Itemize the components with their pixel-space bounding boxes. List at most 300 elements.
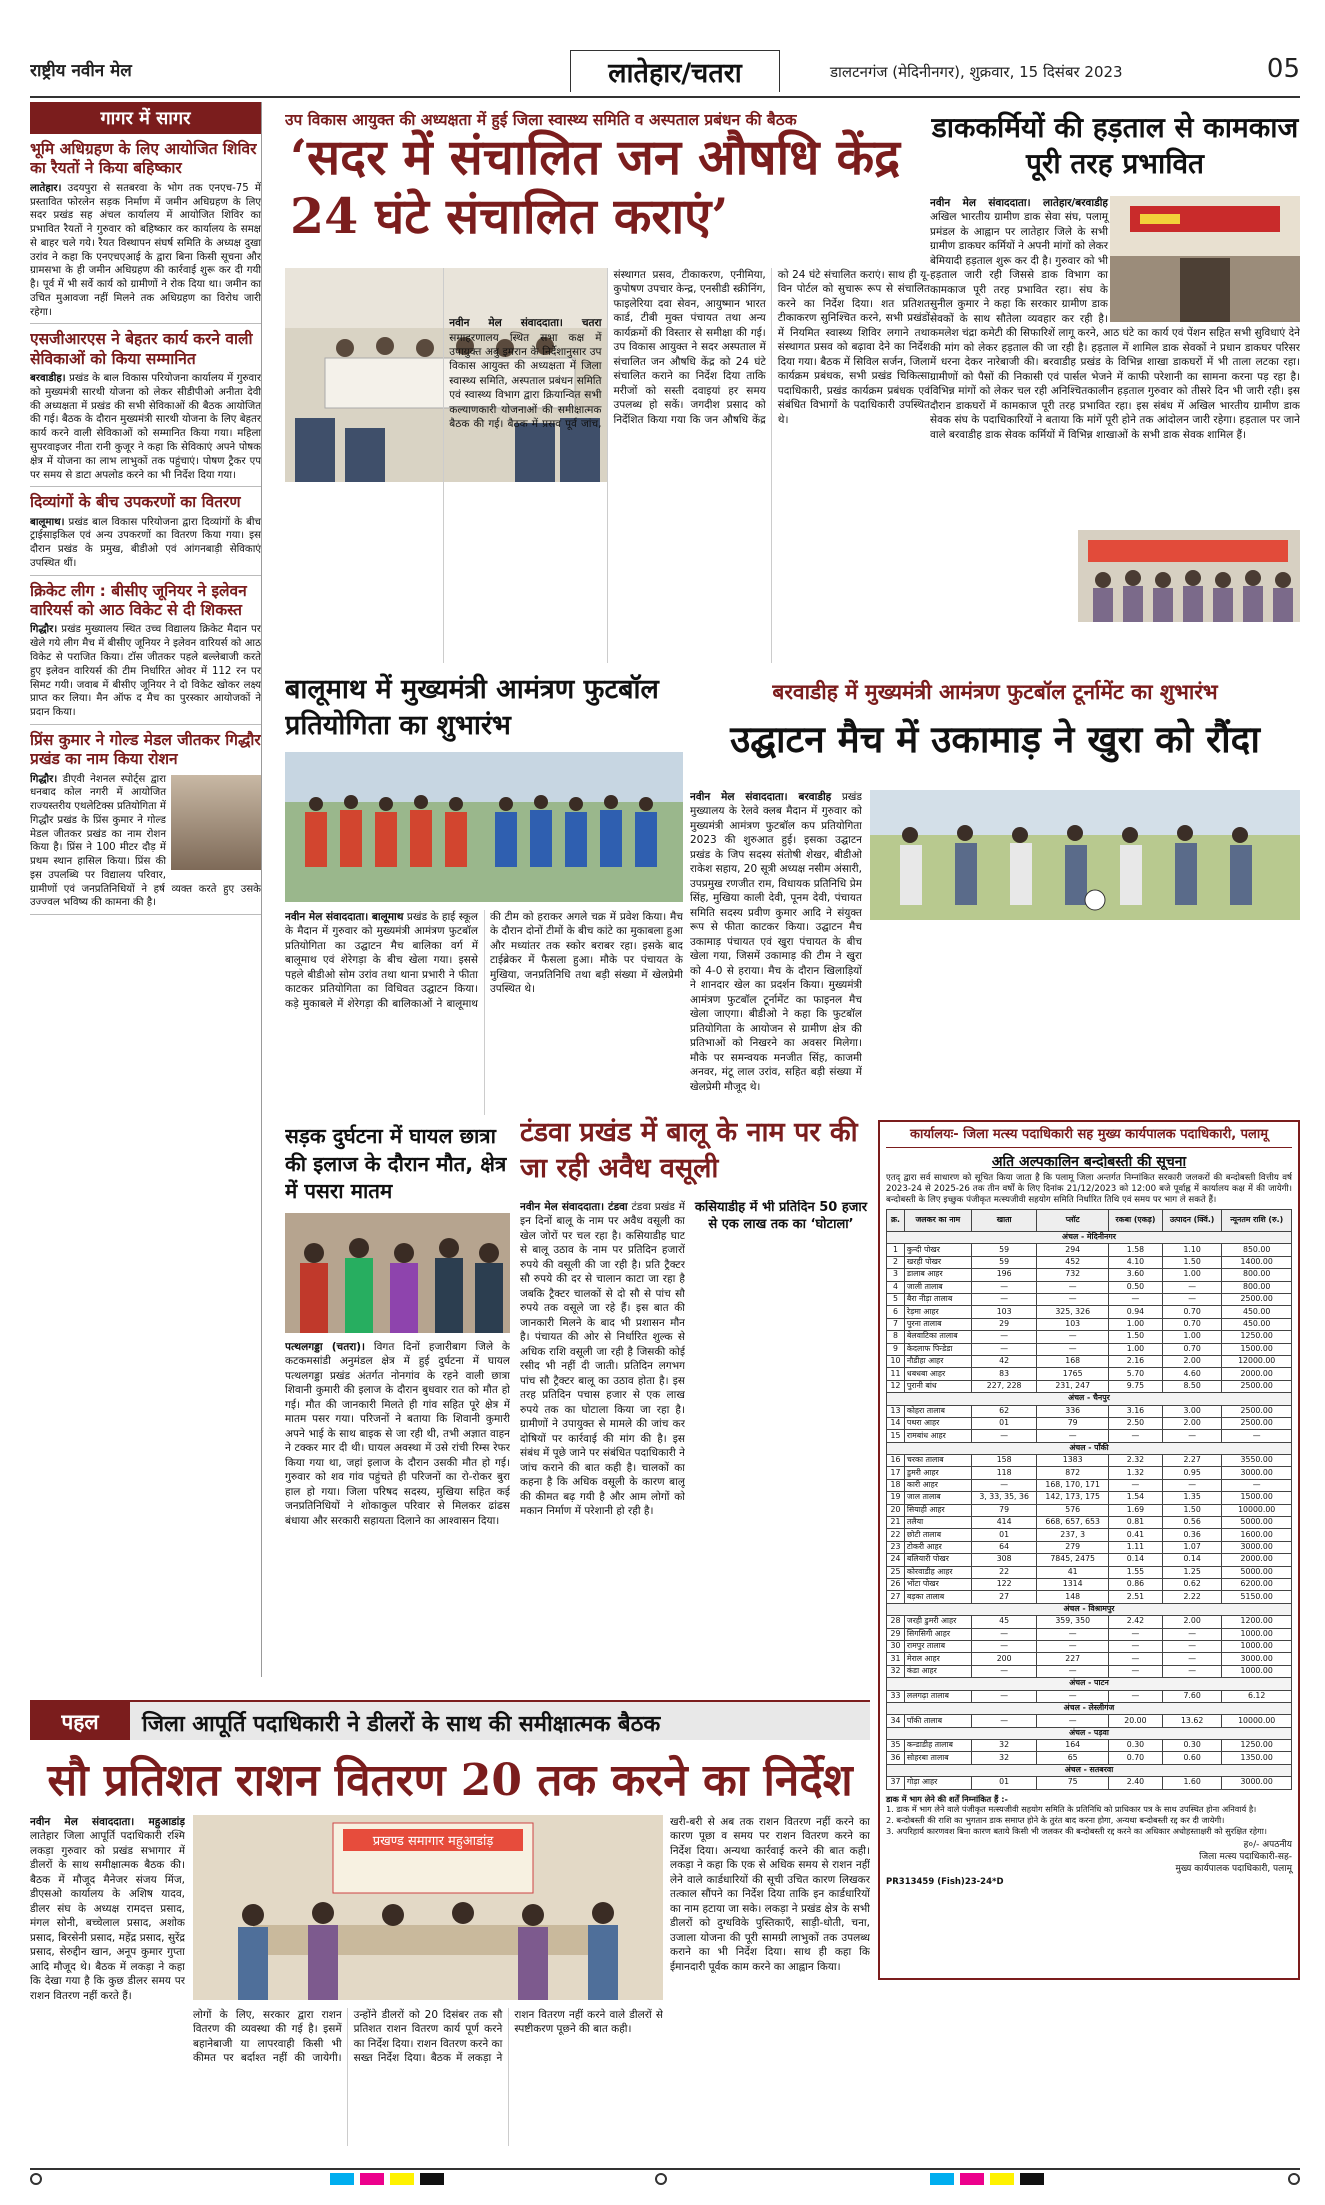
notice-table-cell: 28 [887,1616,905,1628]
notice-table-row [887,1244,1292,1256]
notice-table-cell: 1600.00 [1222,1529,1292,1541]
notice-table-cell: जाल तालाब [904,1492,971,1504]
black-swatch [1020,2173,1044,2185]
notice-table-cell: — [971,1294,1037,1306]
notice-table-cell: कोरवाडीह आहर [904,1566,971,1578]
notice-table-cell: 2.50 [1108,1417,1162,1429]
notice-table-cell: 2500.00 [1222,1417,1292,1429]
notice-table-cell: 0.14 [1108,1554,1162,1566]
notice-table-cell: 2500.00 [1222,1294,1292,1306]
notice-table-cell: 1000.00 [1222,1665,1292,1677]
notice-table-cell: 0.86 [1108,1579,1162,1591]
barwadih-body-col1 [690,790,862,1110]
notice-table-cell: 6200.00 [1222,1579,1292,1591]
notice-table-cell: — [1037,1665,1109,1677]
notice-table-cell: — [1222,1430,1292,1442]
notice-table-cell: 16 [887,1455,905,1467]
notice-table-cell: 2500.00 [1222,1405,1292,1417]
ration-body-col2 [193,2008,663,2146]
notice-table-cell: — [1037,1628,1109,1640]
notice-table-cell: 0.36 [1162,1529,1221,1541]
story-body: टंडवा प्रखंड में इन दिनों बालू के नाम पर अवैध वसूली का खेल जोरों पर चल रहा है। कसियाडीह घाट से बालू उठाव के नाम पर प्रतिदिन हजारों रुपये की वसूली की जा रही है। प्रति ट्रैक्टर सौ रुपये की दर से चालान काटा जा रहा है जबकि ट्रैक्टर चालकों से दो सौ से पांच सौ रुपये तक वसूले जा रहे हैं। इस बात की जानकारी मिलने के बाद भी प्रशासन मौन है। पंचायत की ओर से निर्धारित शुल्क से अधिक राशि वसूली जा रही है जिसकी कोई रसीद भी नहीं दी जाती। प्रतिदिन लगभग पांच सौ ट्रैक्टर बालू का उठाव होता है। इस तरह प्रतिदिन पचास हजार से एक लाख रुपये तक का घोटाला किया जा रहा है। ग्रामीणों ने उपायुक्त से मामले की जांच कर दोषियों पर कार्रवाई की मांग की है। इस संबंध में पूछे जाने पर संबंधित पदाधिकारी ने जांच कराने की बात कही है। चालकों का कहना है कि अधिक वसूली के कारण बालू की कीमत बढ़ गयी है और आम लोगों को मकान निर्माण में परेशानी हो रही है। [520,1201,685,1518]
main-story-headline: ‘सदर में संचालित जन औषधि केंद्र 24 घंटे संचालित कराएं’ [290,128,901,245]
notice-table-cell: — [971,1640,1037,1652]
registration-mark [1288,2173,1300,2185]
brief-item [30,582,261,725]
notice-col-header: क्र. [887,1210,905,1232]
notice-table-cell: 2.16 [1108,1355,1162,1367]
notice-table-cell: 1.25 [1162,1566,1221,1578]
cyan-swatch [330,2173,354,2185]
notice-table-cell: पुरना तालाब [904,1318,971,1330]
notice-table-cell: 142, 173, 175 [1037,1492,1109,1504]
brief-title: दिव्यांगों के बीच उपकरणों का वितरण [30,493,241,512]
notice-section-name: अंचल - पड़वा [887,1727,1292,1739]
brief-body: प्रखंड मुख्यालय स्थित उच्च विद्यालय क्रिकेट मैदान पर खेले गये लीग मैच में बीसीए जूनियर ने इलेवन वारियर्स को आठ विकेट से पराजित किया। टॉस जीतकर पहले बल्लेबाजी करते हुए इलेवन वारियर्स की टीम निर्धारित ओवर में 112 रन पर सिमट गयी। जवाब में बीसीए जूनियर ने दो विकेट खोकर लक्ष्य प्राप्त कर लिया। मैन ऑफ द मैच का पुरस्कार आयोजकों ने प्रदान किया। [30,624,261,719]
notice-table-cell: 196 [971,1269,1037,1281]
notice-table-cell: 800.00 [1222,1269,1292,1281]
notice-table-cell: 0.70 [1162,1318,1221,1330]
notice-table-cell: चरका तालाब [904,1455,971,1467]
notice-table-cell: 1400.00 [1222,1256,1292,1268]
brief-body: उदयपुरा से सतबरवा के भोग तक एनएच-75 में प्रस्तावित फोरलेन सड़क निर्माण में जमीन अधिग्रहण के लिए सदर प्रखंड सह अंचल कार्यालय में आयोजित शिविर का प्रभावित रैयतों ने गुरुवार को बहिष्कार कर कार्यालय के समक्ष से बाहर चले गये। रैयत विस्थापन संघर्ष समिति के अध्यक्ष दुखा उरांव ने कहा कि एनएचएआई के द्वारा बिना किसी सूचना और ग्रामसभा के ही जमीन अधिग्रहण की कार्रवाई शुरू कर दी गयी है। पूर्व में भी सर्वे कार्य को ग्रामीणों ने रोक दिया था। जमीन का उचित मुआवजा नहीं मिलने तक अधिग्रहण का विरोध जारी रहेगा। [30,182,261,318]
notice-table-cell: पाँकी तालाब [904,1715,971,1727]
notice-table-cell: 0.56 [1162,1517,1221,1529]
notice-table-cell: 65 [1037,1752,1109,1764]
notice-table-cell: 1350.00 [1222,1752,1292,1764]
notice-section-row [887,1764,1292,1776]
notice-section-name: अंचल - सतबरवा [887,1764,1292,1776]
notice-table-row [887,1579,1292,1591]
notice-section-name: अंचल - पाटन [887,1678,1292,1690]
notice-table-cell: रामपुर तालाब [904,1640,971,1652]
barwadih-kicker: बरवाडीह में मुख्यमंत्री आमंत्रण फुटबॉल टूर्नामेंट का शुभारंभ [772,680,1218,704]
notice-table-row [887,1355,1292,1367]
notice-table-cell: 1314 [1037,1579,1109,1591]
yellow-swatch [390,2173,414,2185]
balumath-headline: बालूमाथ में मुख्यमंत्री आमंत्रण फुटबॉल प्रतियोगिता का शुभारंभ [285,674,659,741]
notice-table-cell: धबधबा आहर [904,1368,971,1380]
notice-table-cell: रेड़मा आहर [904,1306,971,1318]
notice-table-cell: 2.51 [1108,1591,1162,1603]
notice-table-cell: 2.00 [1162,1355,1221,1367]
brief-title: प्रिंस कुमार ने गोल्ड मेडल जीतकर गिद्धौर प्रखंड का नाम किया रोशन [30,730,261,769]
notice-table-cell: 20.00 [1108,1715,1162,1727]
postal-headline: डाककर्मियों की हड़ताल से कामकाज पूरी तरह प्रभावित [931,111,1299,181]
black-swatch [420,2173,444,2185]
brief-dateline: बरवाडीह। [30,373,66,385]
accident-body [285,1340,510,1680]
notice-table-cell: 27 [887,1591,905,1603]
notice-table-cell: 1.58 [1108,1244,1162,1256]
notice-table-cell: 11 [887,1368,905,1380]
notice-table-cell: 164 [1037,1740,1109,1752]
barwadih-body-rest [870,928,1300,1110]
story-dateline: पत्थलगड्डा (चतरा)। [285,1341,365,1353]
tandwa-body [520,1200,685,1680]
brief-title: एसजीआरएस ने बेहतर कार्य करने वाली सेविकाओं को किया सम्मानित [30,330,253,368]
notice-table-cell: — [1162,1281,1221,1293]
notice-table-cell: 450.00 [1222,1318,1292,1330]
notice-table-cell: 0.94 [1108,1306,1162,1318]
notice-table-cell: सियाही आहर [904,1504,971,1516]
term-item: 2. बन्दोबस्ती की राशि का भुगतान डाक समाप्त होने के तुरंत बाद करना होगा, अन्यथा बन्दोबस्ती रद्द कर दी जायेगी। [886,1814,1225,1825]
notice-table-cell: 6 [887,1306,905,1318]
notice-table-cell: 75 [1037,1777,1109,1789]
notice-table-cell: 800.00 [1222,1281,1292,1293]
notice-section-name: अंचल - मेदिनीनगर [887,1232,1292,1244]
term-item: 1. डाक में भाग लेने वाले पंजीकृत मत्स्यजीवी सहयोग समिति के प्रतिनिधि को प्राधिकार पत्र के साथ उपस्थित होना अनिवार्य है। [886,1804,1257,1815]
notice-table-cell: गोड़ा आहर [904,1777,971,1789]
notice-table-cell: — [1037,1640,1109,1652]
notice-table-cell: 37 [887,1777,905,1789]
notice-table-row [887,1653,1292,1665]
notice-table-cell: रामबांध आहर [904,1430,971,1442]
print-registration-strip [30,2168,1300,2186]
notice-table-cell: 5150.00 [1222,1591,1292,1603]
notice-table-cell: 9 [887,1343,905,1355]
notice-table-cell: — [971,1331,1037,1343]
notice-table-cell: — [1037,1294,1109,1306]
masthead [30,48,1300,98]
notice-table-cell: 4.60 [1162,1368,1221,1380]
notice-reference: PR313459 (Fish)23-24*D [886,1877,1004,1888]
notice-table-cell: 294 [1037,1244,1109,1256]
notice-table-cell: बलियारी पोखर [904,1554,971,1566]
notice-table-cell: 21 [887,1517,905,1529]
yellow-swatch [990,2173,1014,2185]
notice-table-cell: 62 [971,1405,1037,1417]
notice-table-cell: 227, 228 [971,1380,1037,1392]
notice-table-cell: 1000.00 [1222,1640,1292,1652]
notice-col-header: रकबा (एकड़) [1108,1210,1162,1232]
brief-dateline: लातेहार। [30,182,62,194]
notice-table-cell: — [1162,1640,1221,1652]
notice-table-cell: कारी आहर [904,1479,971,1491]
notice-table-body [887,1232,1292,1790]
notice-terms [886,1794,1292,1837]
brief-body: डीएवी नेशनल स्पोर्ट्स द्वारा धनबाद कोल नगरी में आयोजित राज्यस्तरीय एथलेटिक्स प्रतियोगिता में गिद्धौर प्रखंड के प्रिंस कुमार ने गोल्ड मेडल जीतकर प्रखंड का नाम रोशन किया है। प्रिंस ने 100 मीटर दौड़ में प्रथम स्थान हासिल किया। प्रिंस की इस उपलब्धि पर विद्यालय परिवार, ग्रामीणों एवं जनप्रतिनिधियों ने हर्ष व्यक्त करते हुए उसके उज्ज्वल भविष्य की कामना की है। [30,773,261,909]
notice-table-cell: 1.50 [1162,1256,1221,1268]
ration-body-col1 [30,1815,185,2145]
notice-table-row [887,1467,1292,1479]
notice-table-cell: 7 [887,1318,905,1330]
story-body: अखिल भारतीय ग्रामीण डाक सेवा संघ, पलामू प्रमंडल के आह्वान पर लातेहार जिले के सभी ग्रामीण डाकघर कर्मियों ने अपनी मांगों को लेकर बेमियादी हड़ताल शुरू कर दी है। गुरुवार को भी हड़ताल जारी रही जिससे डाक विभाग का कामकाज पूरी तरह प्रभावित रहा। संघ के सुनील कुमार ने कहा कि सरकार ग्रामीण डाक सेवकों के साथ सौतेला व्यवहार कर रही है। कमलेश चंद्रा कमेटी की सिफारिशें लागू करने, आठ घंटे का कार्य एवं पेंशन सहित सभी सुविधाएं देने की मांग को लेकर हड़ताल की जा रही है। हड़ताल में शामिल डाक सेवकों ने प्रधान डाकघर परिसर में धरना देकर नारेबाजी की। बरवाडीह प्रखंड के विभिन्न शाखा डाकघरों में भी ताला लटका रहा। ग्रामीणों को पैसों की निकासी एवं पार्सल भेजने में काफी परेशानी का सामना करना पड़ रहा है। विभिन्न मांगों को लेकर चल रही अनिश्चितकालीन हड़ताल गुरुवार को तीसरे दिन भी जारी रही। इस दौरान डाकघरों में कामकाज पूरी तरह प्रभावित रहा। इस संबंध में अखिल भारतीय ग्रामीण डाक सेवक संघ के पदाधिकारियों ने बताया कि मांगें पूरी होने तक आंदोलन जारी रहेगा। हड़ताल पर जाने वाले बरवाडीह डाक सेवक कर्मियों में विभिन्न शाखाओं के सभी डाक सेवक शामिल हैं। [930,211,1300,441]
notice-table-cell: 30 [887,1640,905,1652]
notice-table-cell: डालाब आहर [904,1269,971,1281]
notice-table-cell: 118 [971,1467,1037,1479]
notice-table-cell: 32 [887,1665,905,1677]
notice-col-header: उत्पादन (क्विं.) [1162,1210,1221,1232]
notice-table-cell: — [1037,1430,1109,1442]
notice-table-cell: — [971,1665,1037,1677]
notice-table-cell: 1.07 [1162,1541,1221,1553]
notice-table-cell: 13.62 [1162,1715,1221,1727]
main-story-kicker: उप विकास आयुक्त की अध्यक्षता में हुई जिला स्वास्थ्य समिति व अस्पताल प्रबंधन की बैठक [285,111,797,129]
main-story-body-wrap [285,268,930,663]
notice-table-cell: 414 [971,1517,1037,1529]
notice-table-cell: 168 [1037,1355,1109,1367]
story-body: लोगों के लिए, सरकार द्वारा राशन वितरण की व्यवस्था की गई है। इसमें बहानेबाजी या लापरवाही किसी भी कीमत पर बर्दाश्त नहीं की जायेगी। उन्होंने डीलरों को 20 दिसंबर तक सौ प्रतिशत राशन वितरण कार्य पूर्ण करने का निर्देश दिया। राशन वितरण करने का सख्त निर्देश दिया। बैठक में लकड़ा ने राशन वितरण नहीं करने वाले डीलरों से स्पष्टीकरण पूछने की बात कही। [193,2009,663,2065]
notice-table-cell: 148 [1037,1591,1109,1603]
notice-section-name: अंचल - विश्रामपुर [887,1603,1292,1615]
column-banner: गागर में सागर [30,102,261,134]
notice-table-row [887,1269,1292,1281]
athlete-photo [171,775,261,870]
notice-table-cell: 32 [971,1752,1037,1764]
brief-dateline: गिद्धौर। [30,624,58,636]
notice-table-cell: 2.42 [1108,1616,1162,1628]
story-dateline: नवीन मेल संवाददाता। लातेहार/बरवाडीह [930,197,1108,209]
notice-table-cell: 4.10 [1108,1256,1162,1268]
notice-table-cell: 0.62 [1162,1579,1221,1591]
tandwa-subhead: कसियाडीह में भी प्रतिदिन 50 हजार से एक लाख तक का ‘घोटाला’ [694,1200,868,1232]
notice-table-cell: 83 [971,1368,1037,1380]
notice-table-cell: 1250.00 [1222,1740,1292,1752]
notice-table-cell: 32 [971,1740,1037,1752]
story-body: समाहरणालय स्थित सभा कक्ष में उपायुक्त अबु इमरान के निर्देशानुसार उप विकास आयुक्त की अध्यक्षता में जिला स्वास्थ्य समिति, अस्पताल प्रबंधन समिति एवं स्वास्थ्य विभाग द्वारा क्रियान्वित सभी कल्याणकारी योजनाओं की समीक्षात्मक बैठक की गई। बैठक में प्रसव पूर्व जांच, संस्थागत प्रसव, टीकाकरण, एनीमिया, कुपोषण उपचार केन्द्र, एनसीडी स्क्रीनिंग, फाइलेरिया दवा सेवन, आयुष्मान भारत कार्ड, टीबी मुक्त पंचायत तथा अन्य कार्यक्रमों की विस्तार से समीक्षा की गई। उप विकास आयुक्त ने सदर अस्पताल में संचालित जन औषधि केंद्र को 24 घंटे संचालित कराने का निर्देश दिया ताकि मरीजों को सस्ती दवाइयां हर समय उपलब्ध हो सकें। जगदीश प्रसाद को निर्देशित किया गया कि जन औषधि केंद्र को 24 घंटे संचालित कराएं। साथ ही यू-विन पोर्टल को सुचारू रूप से संचालित करने का निर्देश दिया। शत प्रतिशत टीकाकरण सुनिश्चित करने, सभी प्रखंडों में नियमित स्वास्थ्य शिविर लगाने तथा संस्थागत प्रसव को बढ़ावा देने का निर्देश दिया गया। बैठक में सिविल सर्जन, जिला कार्यक्रम प्रबंधक, सभी प्रखंड चिकित्सा पदाधिकारी, प्रखंड कार्यक्रम प्रबंधक एवं संबंधित विभागों के पदाधिकारी उपस्थित थे। [449,269,930,431]
football-inauguration-photo [870,790,1300,920]
notice-table-cell: 0.50 [1108,1281,1162,1293]
notice-table-cell: 0.70 [1162,1306,1221,1318]
story-body: लातेहार जिला आपूर्ति पदाधिकारी रश्मि लकड़ा गुरुवार को प्रखंड सभागार में डीलरों के साथ समीक्षात्मक बैठक की। बैठक में मौजूद मैनेजर संजय मिंज, डीएसओ कार्यालय के अशिष यादव, डीलर संघ के अध्यक्ष रामदत्त प्रसाद, मंगल सोनी, बच्चेलाल प्रसाद, अशोक प्रसाद, बिरसेनी प्रसाद, महेंद्र प्रसाद, सुरेंद्र प्रसाद, सेरुद्दीन खान, अनूप कुमार गुप्ता आदि मौजूद थे। बैठक में लकड़ा ने कहा कि देखा गया है कि कुछ डीलर समय पर राशन वितरण नहीं करते हैं। [30,1830,185,2002]
notice-table-cell: कंडा आहर [904,1665,971,1677]
notice-table-cell: 7845, 2475 [1037,1554,1109,1566]
notice-table-row [887,1479,1292,1491]
notice-table-cell: 0.60 [1162,1752,1221,1764]
notice-table-cell: 23 [887,1541,905,1553]
notice-table-cell: 14 [887,1417,905,1429]
strike-protest-photo [1078,530,1300,622]
notice-table-cell: — [1108,1653,1162,1665]
notice-table-row [887,1566,1292,1578]
notice-section-name: अंचल - लेस्लीगंज [887,1702,1292,1714]
notice-table-cell: 19 [887,1492,905,1504]
notice-table-cell: 103 [971,1306,1037,1318]
brief-body: प्रखंड के बाल विकास परियोजना कार्यालय में गुरुवार को मुख्यमंत्री सारथी योजना को लेकर सीडीपीओ अनीता देवी की अध्यक्षता में प्रखंड की सभी सेविकाओं की बैठक आयोजित की गई। बैठक के दौरान मुख्यमंत्री सारथी योजना के लिए बेहतर कार्य करने वाली सेविकाओं को सम्मानित किया गया। महिला सुपरवाइजर नीता रानी कुजूर ने कहा कि सेविकाएं अपने पोषक क्षेत्र में योजना का लाभ लाभुकों तक पहुंचाएं। पोषण ट्रैकर एप पर समय से डाटा अपलोड करने का भी निर्देश दिया गया। [30,373,261,481]
notice-table-row [887,1256,1292,1268]
notice-table-cell: 2500.00 [1222,1380,1292,1392]
notice-table-cell: 3.00 [1162,1405,1221,1417]
page-number: 05 [1266,54,1300,84]
brief-title: भूमि अधिग्रहण के लिए आयोजित शिविर का रैयतों ने किया बहिष्कार [30,140,257,178]
notice-table-cell: कुन्दी पोखर [904,1244,971,1256]
notice-table-cell: 0.41 [1108,1529,1162,1541]
notice-table-row [887,1665,1292,1677]
notice-table-cell: — [1222,1479,1292,1491]
notice-table-cell: 168, 170, 171 [1037,1479,1109,1491]
notice-col-header: जलकर का नाम [904,1210,971,1232]
notice-table-cell: 0.81 [1108,1517,1162,1529]
registration-mark [655,2173,667,2185]
notice-table-row [887,1504,1292,1516]
notice-table-cell: 25 [887,1566,905,1578]
notice-table-cell: खरही पोखर [904,1256,971,1268]
balumath-body [285,910,683,1115]
notice-table-row [887,1417,1292,1429]
notice-table-cell: 35 [887,1740,905,1752]
notice-table-cell: 33 [887,1690,905,1702]
registration-mark [30,2173,42,2185]
notice-col-header: न्यूनतम राशि (रु.) [1222,1210,1292,1232]
mourning-family-photo [285,1213,510,1333]
brief-item [30,731,261,915]
brief-dateline: बालूमाथ। [30,516,65,528]
notice-table-row [887,1492,1292,1504]
notice-table-row [887,1690,1292,1702]
notice-table-cell: 6.12 [1222,1690,1292,1702]
notice-table-cell: 3 [887,1269,905,1281]
notice-table-cell: 227 [1037,1653,1109,1665]
notice-table-cell: 3000.00 [1222,1541,1292,1553]
notice-table-cell: जाली तालाब [904,1281,971,1293]
notice-table-cell: 22 [971,1566,1037,1578]
notice-table-cell: 1.11 [1108,1541,1162,1553]
notice-table-cell: 1.55 [1108,1566,1162,1578]
notice-table-row [887,1640,1292,1652]
notice-table-cell: 450.00 [1222,1306,1292,1318]
notice-table-cell: 01 [971,1417,1037,1429]
notice-table-cell: 1.60 [1162,1777,1221,1789]
notice-table-cell: छोटी तालाब [904,1529,971,1541]
story-body: प्रखंड मुख्यालय के रेलवे क्लब मैदान में गुरुवार को मुख्यमंत्री आमंत्रण फुटबॉल कप प्रतियोगिता 2023 की शुरुआत हुई। इसका उद्घाटन प्रखंड के जिप सदस्य संतोषी शेखर, बीडीओ राकेश सहाय, 20 सूत्री अध्यक्ष नसीम अंसारी, उपप्रमुख रणजीत राम, विधायक प्रतिनिधि प्रेम सिंह, मुखिया काली देवी, पूनम देवी, पंचायत समिति सदस्य प्रवीण कुमार आदि ने संयुक्त रूप से फीता काटकर किया। उद्घाटन मैच उकामाड़ पंचायत एवं खुरा पंचायत के बीच खेला गया, जिसमें उकामाड़ की टीम ने खुरा को 4-0 से हराया। मैच के दौरान खिलाड़ियों ने शानदार खेल का प्रदर्शन किया। मुख्यमंत्री आमंत्रण फुटबॉल टूर्नामेंट का फाइनल मैच खेला जाएगा। बीडीओ ने कहा कि फुटबॉल प्रतियोगिता के आयोजन से ग्रामीण क्षेत्र की प्रतिभाओं को निखरने का अवसर मिलेगा। मौके पर समन्वयक मनजीत सिंह, काजमी अनवर, मंटू लाल उरांव, सहित बड़ी संख्या में खेलप्रेमी मौजूद थे। [690,791,862,1093]
notice-table-cell: — [1037,1343,1109,1355]
notice-col-header: प्लॉट [1037,1210,1109,1232]
notice-table-cell: 41 [1037,1566,1109,1578]
notice-table-cell: 1.50 [1108,1331,1162,1343]
story-body: विगत दिनों हजारीबाग जिले के कटकमसांडी अनुमंडल क्षेत्र में हुई दुर्घटना में घायल पत्थलगड्डा प्रखंड अंतर्गत नोनगांव के रहने वाली छात्रा शिवानी कुमारी की इलाज के दौरान बुधवार रात को मौत हो गई। मौत की जानकारी मिलते ही गांव सहित पूरे क्षेत्र में मातम पसर गया। परिजनों ने बताया कि शिवानी कुमारी अपने भाई के साथ बाइक से जा रही थी, तभी अज्ञात वाहन ने टक्कर मार दी थी। घायल अवस्था में उसे रांची रिम्स रेफर किया गया था, जहां इलाज के दौरान उसकी मौत हो गई। गुरुवार को शव गांव पहुंचते ही परिजनों का रो-रोकर बुरा हाल हो गया। जिला परिषद सदस्य, मुखिया सहित कई जनप्रतिनिधियों ने शोकाकुल परिवार से मिलकर ढांढस बंधाया और सरकारी सहायता दिलाने का आश्वासन दिया। [285,1341,510,1527]
notice-table-cell: 1.54 [1108,1492,1162,1504]
barwadih-headline: उद्घाटन मैच में उकामाड़ ने खुरा को रौंदा [730,718,1260,761]
notice-table-cell: 1.10 [1162,1244,1221,1256]
notice-table-cell: 1000.00 [1222,1628,1292,1640]
notice-section-row [887,1702,1292,1714]
notice-table-cell: 12 [887,1380,905,1392]
notice-table-cell: 1.69 [1108,1504,1162,1516]
notice-table-cell: 308 [971,1554,1037,1566]
edition-date: डालटनगंज (मेदिनीनगर), शुक्रवार, 15 दिसंबर 2023 [830,63,1123,81]
notice-table-cell: — [1037,1281,1109,1293]
notice-table-cell: 1200.00 [1222,1616,1292,1628]
notice-table-cell: 3000.00 [1222,1467,1292,1479]
notice-table-cell: 01 [971,1777,1037,1789]
notice-table-cell: 325, 326 [1037,1306,1109,1318]
notice-section-row [887,1678,1292,1690]
notice-table-row [887,1455,1292,1467]
notice-intro: एतद् द्वारा सर्व साधारण को सूचित किया जाता है कि पलामू जिला अन्तर्गत निम्नांकित सरकारी जलकरों की बन्दोबस्ती वित्तीय वर्ष 2023-24 से 2025-26 तक तीन वर्षों के लिए दिनांक 21/12/2023 को 12:00 बजे पूर्वाह्न में कार्यालय कक्ष में की जायेगी। बन्दोबस्ती के लिए इच्छुक पंजीकृत मत्स्यजीवी सहयोग समिति निर्धारित तिथि एवं समय पर भाग ले सकते हैं। [886,1172,1292,1205]
notice-table-cell: 158 [971,1455,1037,1467]
notice-table-cell: — [1108,1665,1162,1677]
brief-item [30,493,261,575]
notice-table-cell: 0.95 [1162,1467,1221,1479]
notice-table-cell: 17 [887,1467,905,1479]
notice-table-cell: 2000.00 [1222,1368,1292,1380]
dealers-meeting-photo [193,1815,663,2000]
notice-table-cell: — [971,1430,1037,1442]
notice-table-row [887,1405,1292,1417]
notice-table-cell: 64 [971,1541,1037,1553]
notice-table-row [887,1740,1292,1752]
notice-table-cell: — [1162,1430,1221,1442]
notice-table-row [887,1752,1292,1764]
notice-table-cell: नौडीहा आहर [904,1355,971,1367]
notice-table-cell: 22 [887,1529,905,1541]
notice-table-row [887,1306,1292,1318]
notice-table-cell: 79 [1037,1417,1109,1429]
notice-section-row [887,1442,1292,1454]
notice-table-cell: 5.70 [1108,1368,1162,1380]
story-dateline: नवीन मेल संवाददाता। बरवाडीह [690,791,832,803]
notice-section-row [887,1603,1292,1615]
notice-table [886,1209,1292,1790]
notice-table-cell: — [1162,1665,1221,1677]
notice-table-cell: 18 [887,1479,905,1491]
notice-table-cell: 2.22 [1162,1591,1221,1603]
notice-table-cell: 9.75 [1108,1380,1162,1392]
notice-table-row [887,1541,1292,1553]
briefs-column [30,102,262,1677]
notice-table-cell: 1.00 [1108,1318,1162,1330]
notice-table-cell: 231, 247 [1037,1380,1109,1392]
notice-table-header [887,1210,1292,1232]
notice-table-cell: — [971,1343,1037,1355]
notice-table-cell: 13 [887,1405,905,1417]
notice-table-cell: — [1108,1628,1162,1640]
notice-table-cell: पुरानी बांध [904,1380,971,1392]
notice-table-cell: मेराल आहर [904,1653,971,1665]
notice-table-cell: — [971,1628,1037,1640]
notice-table-row [887,1591,1292,1603]
notice-table-cell: 576 [1037,1504,1109,1516]
pahal-tag: पहल [30,1702,130,1740]
notice-table-cell: 34 [887,1715,905,1727]
notice-table-cell: 1500.00 [1222,1343,1292,1355]
notice-table-row [887,1331,1292,1343]
notice-table-cell: 1 [887,1244,905,1256]
notice-table-row [887,1368,1292,1380]
tandwa-headline: टंडवा प्रखंड में बालू के नाम पर की जा रही अवैध वसूली [520,1117,858,1185]
notice-section-row [887,1232,1292,1244]
notice-table-cell: 42 [971,1355,1037,1367]
notice-table-row [887,1281,1292,1293]
notice-table-cell: — [1037,1690,1109,1702]
banner-text: प्रखण्ड समागार महुआडांड़ [372,1834,494,1849]
notice-table-cell: — [1108,1294,1162,1306]
notice-table-cell: बैरा नीड़ा तालाब [904,1294,971,1306]
notice-table-cell: ललगढ़ा तालाब [904,1690,971,1702]
cyan-swatch [930,2173,954,2185]
notice-table-row [887,1318,1292,1330]
notice-table-cell: 5000.00 [1222,1517,1292,1529]
notice-table-cell: 29 [971,1318,1037,1330]
notice-table-cell: 79 [971,1504,1037,1516]
magenta-swatch [960,2173,984,2185]
notice-table-cell: 36 [887,1752,905,1764]
notice-table-cell: — [1108,1690,1162,1702]
notice-table-cell: 732 [1037,1269,1109,1281]
notice-table-cell: 20 [887,1504,905,1516]
notice-table-cell: जरही डुमरी आहर [904,1616,971,1628]
notice-table-cell: 0.30 [1162,1740,1221,1752]
notice-table-cell: 24 [887,1554,905,1566]
notice-table-row [887,1517,1292,1529]
term-item: 3. अपरिहार्य कारणवश बिना कारण बताये किसी भी जलकर की बन्दोबस्ती रद्द करने का अधिकार अधोहस्ताक्षरी को सुरक्षित रहेगा। [886,1825,1267,1836]
notice-table-row [887,1628,1292,1640]
story-dateline: नवीन मेल संवाददाता। टंडवा [520,1201,628,1213]
notice-section-name: अंचल - पाँकी [887,1442,1292,1454]
notice-table-cell: भोंटा पोखर [904,1579,971,1591]
notice-table-cell: 15 [887,1430,905,1442]
